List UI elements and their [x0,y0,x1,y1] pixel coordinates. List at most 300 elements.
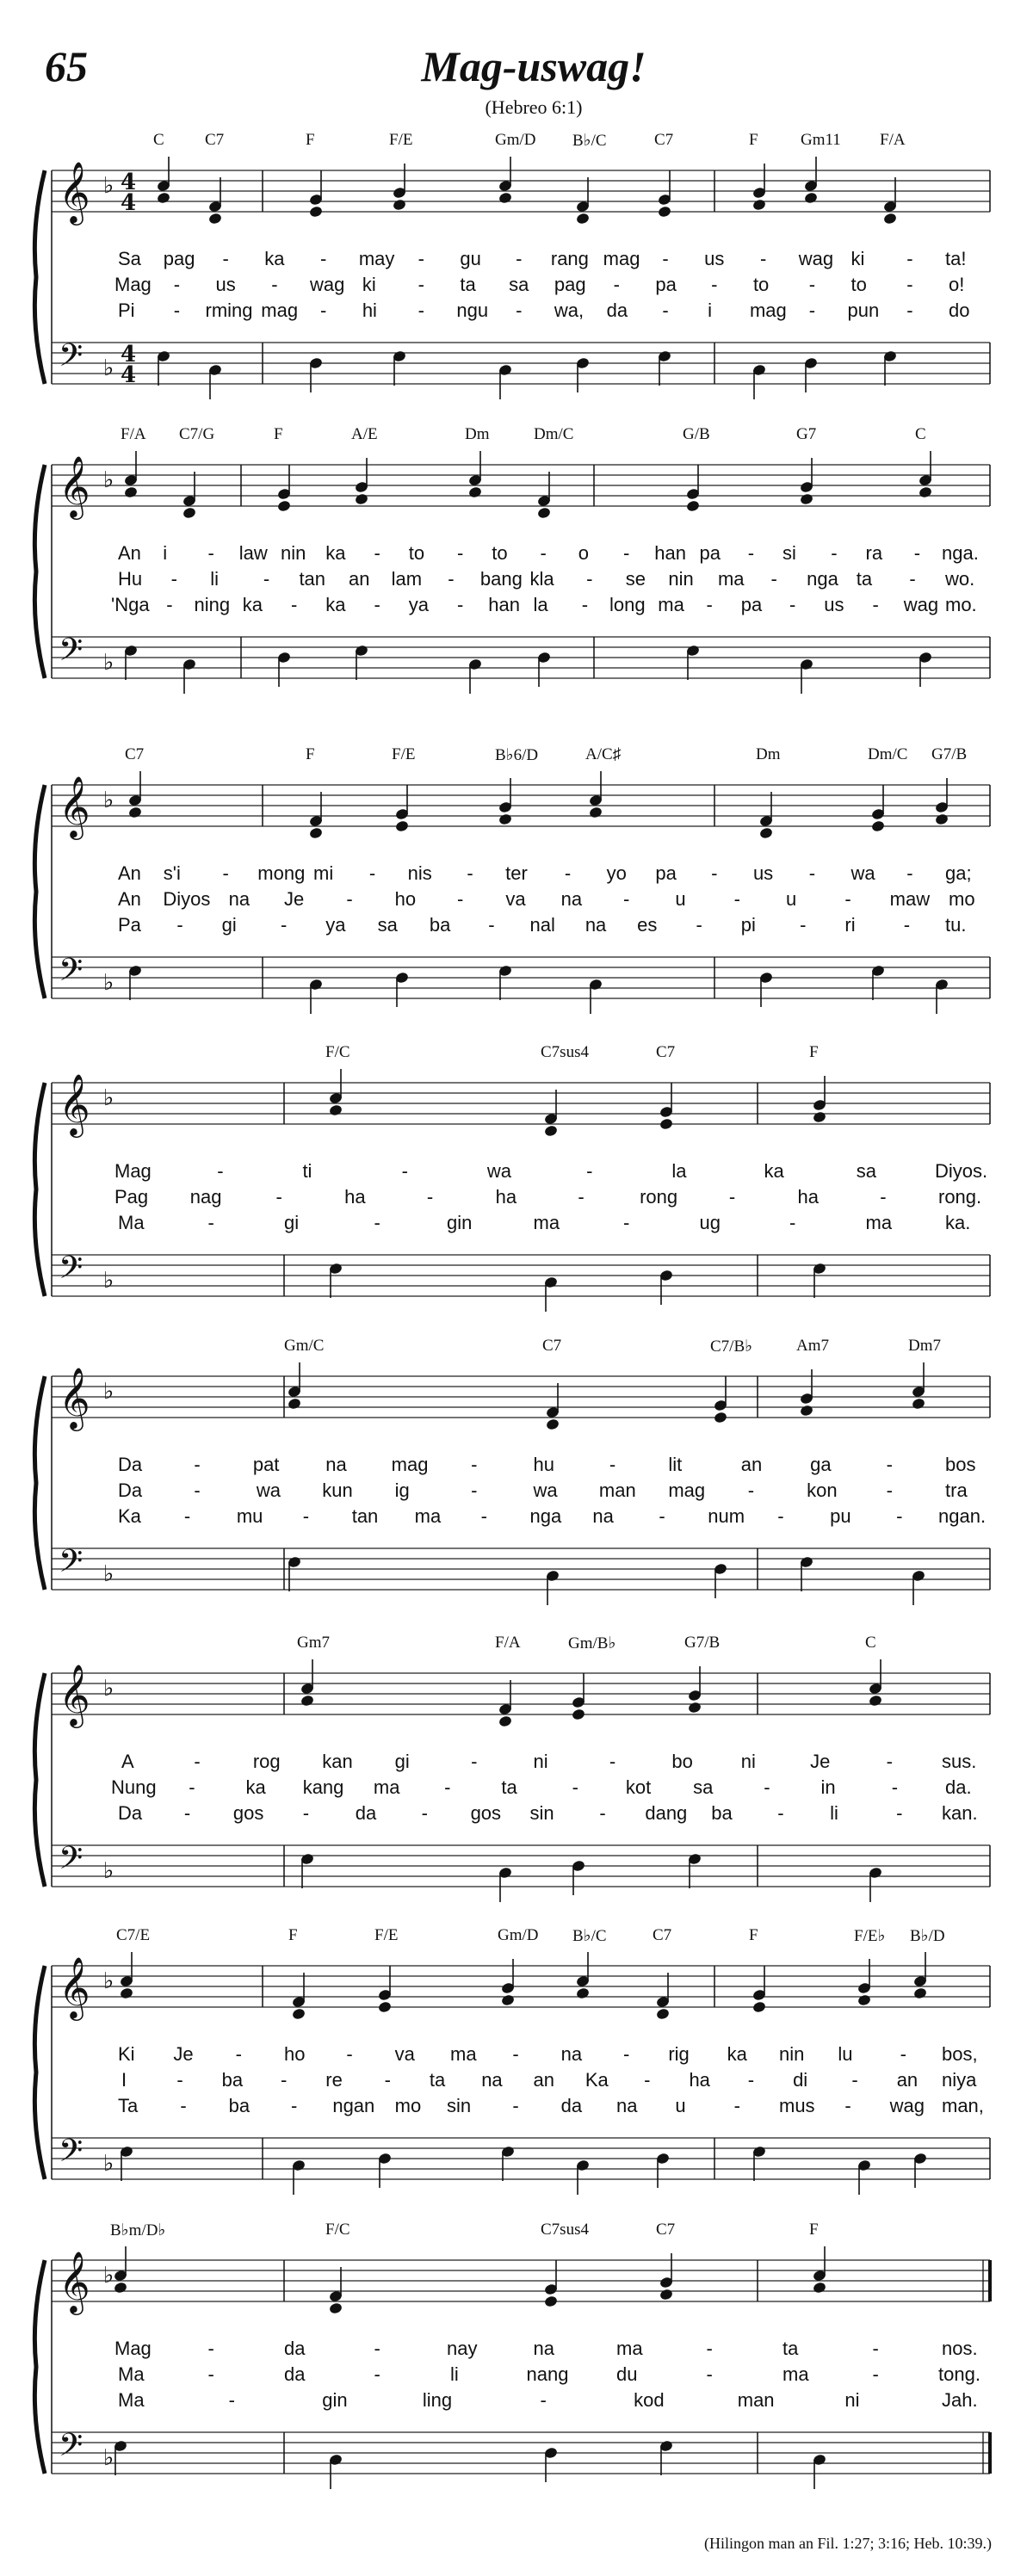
lyric-syllable: Ma [118,1212,145,1233]
lyric-syllable: mag [749,300,787,321]
syllable-hyphen: - [421,1802,428,1824]
lyric-syllable: Je [173,2043,194,2065]
lyric-syllable: ki [851,248,865,269]
lyric-syllable: pag [554,274,586,295]
syllable-hyphen: - [886,1751,893,1772]
lyric-syllable: mo [394,2095,422,2116]
syllable-hyphen: - [808,862,816,884]
syllable-hyphen: - [207,1212,214,1233]
lyric-syllable: hi [362,300,377,321]
chord-symbol: C [153,131,164,149]
syllable-hyphen: - [222,248,229,269]
syllable-hyphen: - [516,248,523,269]
syllable-hyphen: - [872,594,879,615]
lyric-syllable: gi [221,914,237,936]
flat-key-signature-icon: ♭ [103,2151,114,2177]
lyric-syllable: law [238,542,268,564]
note-head [182,506,197,519]
chord-symbol: F [749,1926,758,1944]
syllable-hyphen: - [759,248,767,269]
lyric-syllable: kod [634,2389,665,2411]
lyric-syllable: nang [526,2363,569,2385]
chord-symbol: Am7 [796,1337,829,1355]
chord-symbol: C [915,425,926,443]
chord-symbol: C [865,1634,876,1652]
note-head [329,2301,343,2314]
lyric-syllable: kan [322,1751,353,1772]
lyric-line [0,542,1033,568]
syllable-hyphen: - [623,542,630,564]
lyric-syllable: ma [414,1505,442,1527]
lyric-syllable: u [786,888,797,910]
lyric-line [0,594,1033,620]
note-head [124,485,139,498]
lyric-syllable: mong [257,862,306,884]
lyric-syllable: num [708,1505,745,1527]
lyrics-block [0,1160,1033,1238]
time-signature: 4 [121,170,137,195]
syllable-hyphen: - [471,1480,478,1501]
chord-symbol: A/C♯ [585,745,622,763]
note-head [309,826,324,839]
lyric-syllable: long [609,594,646,615]
note-head [292,2007,306,2020]
lyric-syllable: to [408,542,425,564]
lyric-syllable: mus [779,2095,815,2116]
note-head [544,2295,559,2307]
lyric-syllable: rong. [938,1186,982,1208]
note-head [572,1708,586,1720]
lyric-syllable: ha [689,2069,710,2091]
lyric-syllable: Mag [114,274,152,295]
lyric-syllable: gos [232,1802,264,1824]
lyric-syllable: ka [325,542,346,564]
lyric-syllable: ta [429,2069,446,2091]
chord-symbol: B♭/C [572,132,607,150]
lyric-syllable: Ki [118,2043,135,2065]
syllable-hyphen: - [789,1212,796,1233]
lyric-syllable: ma [616,2338,643,2359]
syllable-hyphen: - [176,914,183,936]
lyric-syllable: na [585,914,607,936]
lyric-syllable: Ma [118,2363,145,2385]
chord-symbol: F/E [374,1926,399,1944]
syllable-hyphen: - [711,862,718,884]
syllable-hyphen: - [706,2363,713,2385]
syllable-hyphen: - [166,594,173,615]
syllable-hyphen: - [913,542,921,564]
lyric-syllable: ma [533,1212,560,1233]
lyric-syllable: da [560,2095,583,2116]
lyrics-block [0,2043,1033,2121]
chord-symbol: Gm/D [495,131,536,149]
syllable-hyphen: - [271,274,278,295]
syllable-hyphen: - [880,1186,887,1208]
lyric-syllable: us [824,594,844,615]
lyric-syllable: wa [533,1480,558,1501]
lyric-syllable: va [394,2043,415,2065]
syllable-hyphen: - [173,300,181,321]
lyric-line [0,2043,1033,2069]
lyric-syllable: sa [856,1160,877,1182]
lyric-syllable: rig [668,2043,690,2065]
chord-symbol: F/E [392,745,416,763]
lyric-syllable: ta [856,568,873,590]
lyric-syllable: na [560,888,583,910]
note-head [576,212,591,225]
syllable-hyphen: - [183,1802,191,1824]
chord-symbol: G7 [796,425,817,443]
note-head [309,205,324,218]
chord-symbol: C7 [542,1337,562,1355]
syllable-hyphen: - [909,568,916,590]
lyric-syllable: na [592,1505,614,1527]
note-head [913,1986,928,1999]
lyric-syllable: ba [429,914,451,936]
lyric-syllable: da [355,1802,377,1824]
lyric-syllable: wag [889,2095,925,2116]
lyric-line [0,1454,1033,1480]
syllable-hyphen: - [733,888,740,910]
chord-symbol: Gm7 [297,1634,330,1652]
lyric-line [0,1751,1033,1776]
lyric-syllable: niya [942,2069,977,2091]
note-head [498,191,513,204]
chord-symbol: F [306,745,315,763]
treble-clef-icon: 𝄞 [59,160,90,223]
lyric-syllable: nga [807,568,838,590]
bass-clef-icon: 𝄢 [59,2427,84,2471]
lyric-syllable: pag [163,248,195,269]
bass-staff [52,952,990,998]
note-head [919,485,933,498]
syllable-hyphen: - [418,248,424,269]
note-head [752,2000,767,2013]
chord-row [0,425,1033,448]
chord-symbol: F/A [880,131,906,149]
chord-symbol: C7 [653,1926,672,1944]
lyric-syllable: may [358,248,395,269]
time-signature: 4 [121,342,137,368]
syllable-hyphen: - [302,1802,310,1824]
lyric-syllable: Pa [118,914,141,936]
lyric-syllable: mu [236,1505,263,1527]
lyric-syllable: an [349,568,370,590]
syllable-hyphen: - [457,888,464,910]
lyric-syllable: yo [606,862,627,884]
lyric-syllable: mo. [945,594,977,615]
syllable-hyphen: - [662,300,669,321]
lyric-syllable: ka [242,594,263,615]
syllable-hyphen: - [384,2069,391,2091]
lyric-syllable: do [949,300,970,321]
lyric-syllable: nis [407,862,432,884]
chord-symbol: C7 [654,131,674,149]
lyric-line [0,862,1033,888]
lyric-syllable: Da [118,1454,143,1475]
lyric-syllable: nga. [942,542,979,564]
syllable-hyphen: - [457,594,464,615]
lyric-syllable: us [752,862,774,884]
lyric-syllable: sa [509,274,529,295]
lyric-line [0,2338,1033,2363]
bass-clef-icon: 𝄢 [59,1543,84,1587]
syllable-hyphen: - [851,2069,858,2091]
lyric-syllable: na [616,2095,638,2116]
syllable-hyphen: - [808,300,816,321]
note-head [686,499,701,512]
lyric-syllable: sin [529,1802,554,1824]
treble-clef-icon: 𝄞 [59,1955,90,2018]
lyric-syllable: pat [252,1454,280,1475]
syllable-hyphen: - [789,594,796,615]
lyric-syllable: ta [782,2338,799,2359]
treble-staff [52,1663,990,1728]
syllable-hyphen: - [777,1505,784,1527]
syllable-hyphen: - [733,2095,740,2116]
lyric-syllable: wo. [945,568,975,590]
lyric-syllable: Ka [118,1505,141,1527]
chord-symbol: C7/E [116,1926,151,1944]
bass-staff [52,337,990,384]
note-head [857,1993,872,2006]
lyric-syllable: gu [460,248,481,269]
note-head [128,806,143,819]
chord-symbol: F [809,2221,819,2239]
lyric-line [0,2069,1033,2095]
syllable-hyphen: - [906,862,913,884]
lyric-syllable: Nung [111,1776,157,1798]
syllable-hyphen: - [512,2095,519,2116]
lyric-syllable: lit [668,1454,683,1475]
chord-symbol: Dm [465,425,490,443]
syllable-hyphen: - [480,1505,487,1527]
lyric-syllable: pa [655,862,677,884]
note-head [813,2281,827,2294]
lyric-syllable: Diyos. [935,1160,988,1182]
lyric-syllable: I [121,2069,127,2091]
lyric-syllable: na [228,888,251,910]
syllable-hyphen: - [586,568,593,590]
lyric-syllable: us [215,274,236,295]
note-head [935,812,949,825]
syllable-hyphen: - [488,914,495,936]
time-signature: 4 [121,190,137,216]
flat-key-signature-icon: ♭ [103,650,114,676]
lyric-syllable: tra [945,1480,968,1501]
lyric-syllable: 'Nga [111,594,150,615]
lyric-syllable: wa [256,1480,281,1501]
flat-key-signature-icon: ♭ [103,788,114,813]
lyric-syllable: gos [470,1802,502,1824]
chord-symbol: C7 [656,1043,676,1061]
treble-clef-icon: 𝄞 [59,454,90,517]
note-head [659,2288,674,2301]
lyric-syllable: u [675,888,686,910]
lyric-syllable: ni [740,1751,756,1772]
lyric-syllable: pu [830,1505,851,1527]
syllable-hyphen: - [173,274,181,295]
lyric-syllable: kla [529,568,554,590]
syllable-hyphen: - [467,862,473,884]
lyric-syllable: ling [422,2389,453,2411]
syllable-hyphen: - [207,542,214,564]
syllable-hyphen: - [872,2363,879,2385]
lyrics-block [0,1454,1033,1531]
note-head [378,2000,393,2013]
chord-row [0,131,1033,153]
chord-row [0,1043,1033,1066]
note-head [658,205,672,218]
syllable-hyphen: - [747,542,755,564]
lyric-syllable: An [118,542,141,564]
lyric-syllable: tong. [938,2363,980,2385]
lyric-syllable: nin [281,542,306,564]
lyric-syllable: gi [394,1751,410,1772]
lyric-syllable: nal [529,914,555,936]
lyric-syllable: ba [228,2095,251,2116]
syllable-hyphen: - [291,594,298,615]
note-head [157,191,171,204]
lyric-syllable: Sa [118,248,141,269]
note-head [759,826,774,839]
lyric-syllable: Mag [114,2338,152,2359]
lyric-line [0,1802,1033,1828]
chord-symbol: C7 [205,131,225,149]
syllable-hyphen: - [900,2043,906,2065]
syllable-hyphen: - [448,568,455,590]
flat-key-signature-icon: ♭ [103,1268,114,1294]
note-head [576,1986,591,1999]
note-head [589,806,603,819]
lyric-syllable: A [121,1751,134,1772]
syllable-hyphen: - [896,1802,903,1824]
lyric-syllable: ki [362,274,376,295]
lyric-syllable: wa [486,1160,511,1182]
bass-staff [52,1840,990,1887]
syllable-hyphen: - [320,248,327,269]
treble-clef-icon: 𝄞 [59,775,90,837]
chord-symbol: C7sus4 [541,1043,589,1061]
lyric-syllable: mi [313,862,334,884]
syllable-hyphen: - [346,888,353,910]
syllable-hyphen: - [886,1480,893,1501]
lyric-syllable: ha [495,1186,517,1208]
note-head [752,198,767,211]
syllable-hyphen: - [564,862,572,884]
treble-clef-icon: 𝄞 [59,1366,90,1429]
chord-symbol: C7/G [179,425,215,443]
chord-symbol: Gm/D [498,1926,539,1944]
lyric-syllable: gin [447,1212,473,1233]
syllable-hyphen: - [180,2095,187,2116]
lyric-syllable: an [533,2069,554,2091]
note-head [659,1117,674,1130]
chord-symbol: C7sus4 [541,2221,589,2239]
syllable-hyphen: - [194,1751,201,1772]
bass-clef-icon: 𝄢 [59,337,84,381]
lyric-syllable: Da [118,1802,143,1824]
lyric-line [0,2095,1033,2121]
lyric-syllable: re [325,2069,343,2091]
note-head [114,2281,128,2294]
lyric-syllable: i [163,542,168,564]
lyric-syllable: ma [717,568,745,590]
lyric-syllable: tan [351,1505,379,1527]
lyric-line [0,1505,1033,1531]
note-head [656,2007,671,2020]
lyric-syllable: ta [460,274,476,295]
syllable-hyphen: - [207,2338,214,2359]
chord-symbol: Dm/C [868,745,908,763]
syllable-hyphen: - [747,1480,755,1501]
chord-symbol: F [274,425,283,443]
lyric-syllable: ta [501,1776,517,1798]
lyric-syllable: li [450,2363,459,2385]
flat-key-signature-icon: ♭ [103,173,114,199]
bass-clef-icon: 𝄢 [59,1250,84,1294]
lyrics-block [0,862,1033,940]
lyric-syllable: ma [373,1776,400,1798]
lyric-syllable: Jah. [942,2389,978,2411]
bass-staff [52,1250,990,1296]
lyrics-block [0,542,1033,620]
chord-symbol: G7/B [684,1634,721,1652]
lyric-syllable: ga; [945,862,972,884]
flat-key-signature-icon: ♭ [103,1085,114,1111]
syllable-hyphen: - [581,594,589,615]
note-head [300,1694,315,1707]
lyric-syllable: an [896,2069,919,2091]
syllable-hyphen: - [374,1212,380,1233]
note-head [800,492,814,505]
treble-clef-icon: 𝄞 [59,2250,90,2313]
lyric-syllable: An [118,888,141,910]
lyric-syllable: du [616,2363,638,2385]
lyric-syllable: na [481,2069,503,2091]
syllable-hyphen: - [903,914,911,936]
lyric-syllable: ka [245,1776,266,1798]
lyric-syllable: es [637,914,658,936]
lyric-syllable: di [793,2069,808,2091]
lyric-syllable: ho [394,888,417,910]
lyric-syllable: s'i [163,862,181,884]
chord-symbol: F [749,131,758,149]
lyric-syllable: ma [658,594,684,615]
lyric-syllable: Ma [118,2389,145,2411]
lyric-syllable: ka [264,248,285,269]
chord-symbol: C7 [656,2221,676,2239]
flat-key-signature-icon: ♭ [103,1858,114,1884]
chord-symbol: B♭/D [910,1927,945,1945]
syllable-hyphen: - [426,1186,434,1208]
chord-symbol: F/C [325,1043,350,1061]
song-title [0,41,1033,91]
note-head [393,198,407,211]
syllable-hyphen: - [706,594,713,615]
lyric-syllable: us [704,248,725,269]
lyric-syllable: bos [945,1454,976,1475]
note-head [277,499,292,512]
lyric-line [0,300,1033,325]
chord-row [0,745,1033,768]
lyric-syllable: ter [505,862,528,884]
lyric-syllable: ig [394,1480,410,1501]
lyric-syllable: rong [640,1186,678,1208]
lyric-syllable: man, [942,2095,984,2116]
lyric-syllable: ha [797,1186,820,1208]
syllable-hyphen: - [320,300,327,321]
